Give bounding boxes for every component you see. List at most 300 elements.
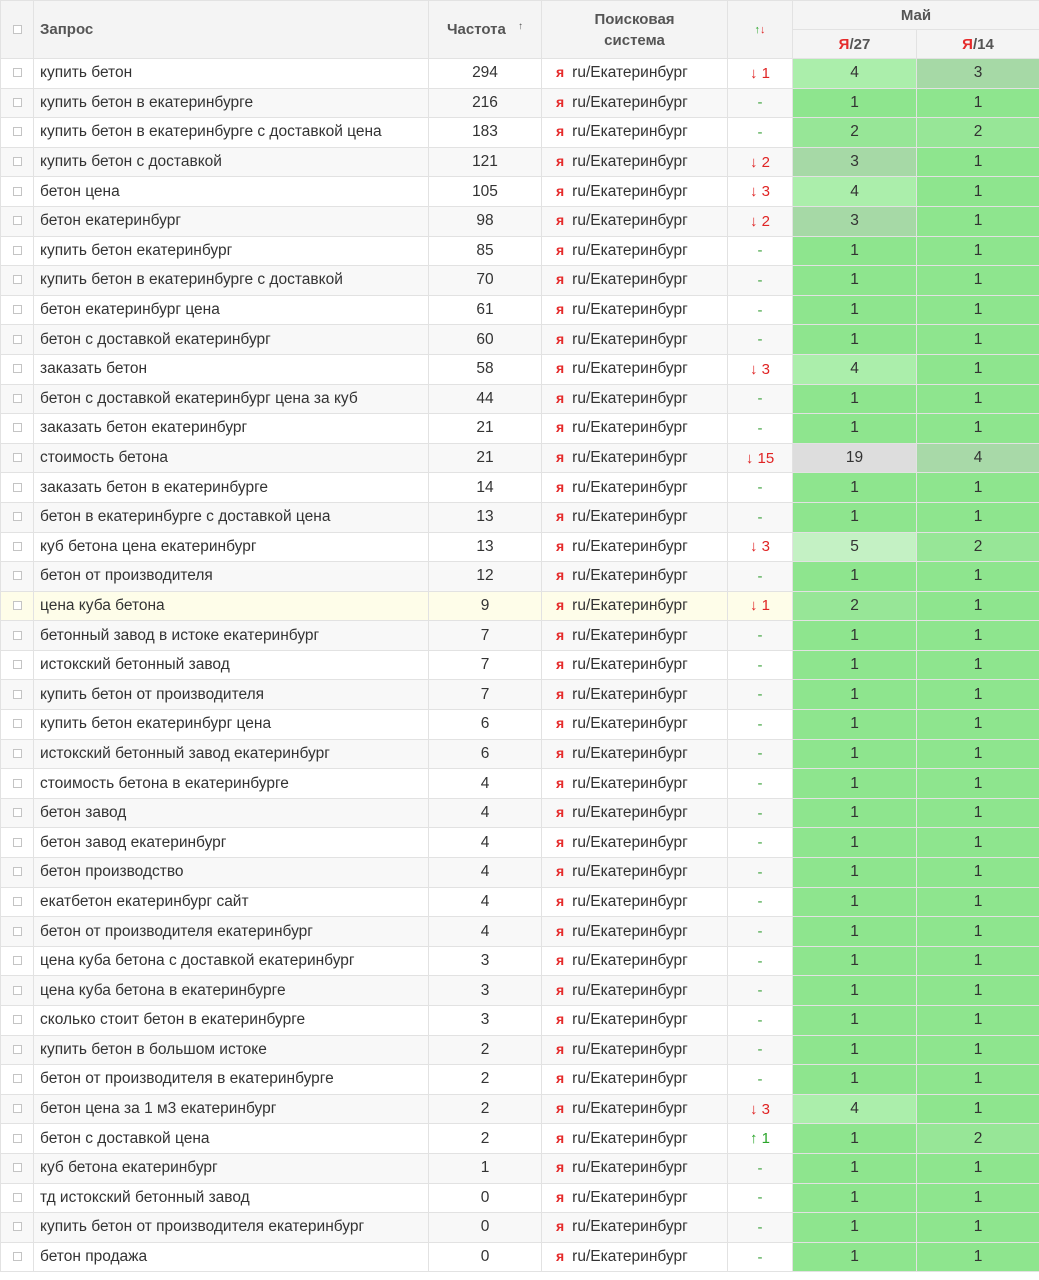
row-checkbox[interactable]: [13, 749, 22, 758]
query-cell[interactable]: куб бетона екатеринбург: [34, 1153, 429, 1183]
query-cell[interactable]: екатбетон екатеринбург сайт: [34, 887, 429, 917]
table-row[interactable]: [1, 443, 1039, 473]
frequency-cell: 9: [429, 591, 542, 621]
row-checkbox[interactable]: [13, 1252, 22, 1261]
engine-region: ru/Екатеринбург: [572, 567, 688, 585]
row-checkbox[interactable]: [13, 98, 22, 107]
position-cell-date-1[interactable]: 1: [793, 384, 917, 414]
change-cell: -: [728, 917, 793, 947]
engine-region: ru/Екатеринбург: [572, 1248, 688, 1266]
position-cell-date-1[interactable]: 2: [793, 118, 917, 148]
change-up-icon: ↑: [754, 23, 760, 36]
table-row[interactable]: [1, 562, 1039, 592]
row-checkbox-cell: [1, 591, 34, 621]
query-cell[interactable]: купить бетон в екатеринбурге: [34, 88, 429, 118]
table-row[interactable]: [1, 502, 1039, 532]
position-cell-date-1[interactable]: 1: [793, 621, 917, 651]
row-checkbox-cell: [1, 147, 34, 177]
position-cell-date-2[interactable]: 1: [917, 1213, 1039, 1243]
row-checkbox[interactable]: [13, 1193, 22, 1202]
query-cell[interactable]: цена куба бетона: [34, 591, 429, 621]
query-cell[interactable]: бетон завод: [34, 798, 429, 828]
engine-cell: [542, 591, 728, 621]
query-cell[interactable]: бетон продажа: [34, 1242, 429, 1272]
yandex-icon: я: [556, 1218, 565, 1235]
position-cell-date-2[interactable]: 1: [917, 473, 1039, 503]
select-all-checkbox[interactable]: [13, 25, 22, 34]
row-checkbox-cell: [1, 177, 34, 207]
engine-cell: [542, 59, 728, 89]
engine-region: ru/Екатеринбург: [572, 478, 688, 496]
position-cell-date-1[interactable]: 1: [793, 976, 917, 1006]
change-cell: ↓ 3: [728, 1094, 793, 1124]
column-header-change[interactable]: [728, 1, 793, 59]
table-row[interactable]: [1, 266, 1039, 296]
row-checkbox[interactable]: [13, 1134, 22, 1143]
query-cell[interactable]: тд истокский бетонный завод: [34, 1183, 429, 1213]
position-cell-date-1[interactable]: 1: [793, 917, 917, 947]
column-header-date-2[interactable]: [917, 30, 1039, 59]
row-checkbox[interactable]: [13, 246, 22, 255]
yandex-icon: я: [556, 330, 565, 347]
position-cell-date-1[interactable]: 1: [793, 946, 917, 976]
position-cell-date-2[interactable]: 1: [917, 562, 1039, 592]
position-cell-date-1[interactable]: 1: [793, 502, 917, 532]
query-cell[interactable]: бетон с доставкой екатеринбург: [34, 325, 429, 355]
yandex-icon: я: [556, 833, 565, 850]
row-checkbox-cell: [1, 266, 34, 296]
frequency-cell: 12: [429, 562, 542, 592]
frequency-cell: 21: [429, 443, 542, 473]
query-cell[interactable]: бетон производство: [34, 858, 429, 888]
table-row[interactable]: [1, 798, 1039, 828]
query-cell[interactable]: бетон от производителя: [34, 562, 429, 592]
engine-cell: [542, 562, 728, 592]
change-cell: -: [728, 473, 793, 503]
query-cell[interactable]: бетон екатеринбург: [34, 206, 429, 236]
position-cell-date-2[interactable]: 1: [917, 1065, 1039, 1095]
table-row[interactable]: [1, 118, 1039, 148]
yandex-icon: я: [556, 537, 565, 554]
position-cell-date-2[interactable]: 1: [917, 621, 1039, 651]
row-checkbox[interactable]: [13, 571, 22, 580]
change-cell: -: [728, 295, 793, 325]
table-row[interactable]: [1, 828, 1039, 858]
table-row[interactable]: [1, 591, 1039, 621]
column-header-date-1[interactable]: [793, 30, 917, 59]
row-checkbox[interactable]: [13, 1015, 22, 1024]
position-cell-date-1[interactable]: 1: [793, 325, 917, 355]
position-cell-date-1[interactable]: 3: [793, 206, 917, 236]
frequency-cell: 3: [429, 1006, 542, 1036]
row-checkbox[interactable]: [13, 305, 22, 314]
row-checkbox[interactable]: [13, 601, 22, 610]
position-cell-date-2[interactable]: 1: [917, 710, 1039, 740]
table-row[interactable]: [1, 59, 1039, 89]
row-checkbox[interactable]: [13, 986, 22, 995]
row-checkbox[interactable]: [13, 660, 22, 669]
position-cell-date-1[interactable]: 4: [793, 1094, 917, 1124]
row-checkbox[interactable]: [13, 216, 22, 225]
table-row[interactable]: [1, 621, 1039, 651]
engine-region: ru/Екатеринбург: [572, 241, 688, 259]
table-row[interactable]: [1, 1153, 1039, 1183]
row-checkbox[interactable]: [13, 779, 22, 788]
position-cell-date-1[interactable]: 19: [793, 443, 917, 473]
table-row[interactable]: [1, 354, 1039, 384]
table-row[interactable]: [1, 236, 1039, 266]
query-cell[interactable]: сколько стоит бетон в екатеринбурге: [34, 1006, 429, 1036]
position-cell-date-1[interactable]: 3: [793, 147, 917, 177]
table-row[interactable]: [1, 710, 1039, 740]
query-cell[interactable]: купить бетон с доставкой: [34, 147, 429, 177]
row-checkbox-cell: [1, 710, 34, 740]
row-checkbox-cell: [1, 1183, 34, 1213]
frequency-cell: 61: [429, 295, 542, 325]
position-cell-date-2[interactable]: 1: [917, 1183, 1039, 1213]
query-cell[interactable]: заказать бетон в екатеринбурге: [34, 473, 429, 503]
position-cell-date-1[interactable]: 4: [793, 354, 917, 384]
engine-cell: [542, 473, 728, 503]
table-row[interactable]: [1, 946, 1039, 976]
position-cell-date-1[interactable]: 1: [793, 1183, 917, 1213]
row-checkbox[interactable]: [13, 838, 22, 847]
engine-region: ru/Екатеринбург: [572, 1188, 688, 1206]
query-cell[interactable]: заказать бетон екатеринбург: [34, 414, 429, 444]
position-cell-date-2[interactable]: 1: [917, 206, 1039, 236]
position-cell-date-2[interactable]: 1: [917, 236, 1039, 266]
table-row[interactable]: [1, 147, 1039, 177]
frequency-cell: 4: [429, 769, 542, 799]
column-group-month-label: Май: [900, 6, 932, 24]
table-row[interactable]: [1, 88, 1039, 118]
row-checkbox[interactable]: [13, 453, 22, 462]
row-checkbox-cell: [1, 325, 34, 355]
query-cell[interactable]: куб бетона цена екатеринбург: [34, 532, 429, 562]
query-cell[interactable]: купить бетон екатеринбург цена: [34, 710, 429, 740]
table-row[interactable]: [1, 325, 1039, 355]
query-cell[interactable]: купить бетон в екатеринбурге с доставкой цена: [34, 118, 429, 148]
frequency-cell: 7: [429, 621, 542, 651]
position-cell-date-2[interactable]: 1: [917, 502, 1039, 532]
row-checkbox[interactable]: [13, 423, 22, 432]
yandex-icon: я: [556, 1011, 565, 1028]
table-row[interactable]: [1, 680, 1039, 710]
row-checkbox-cell: [1, 680, 34, 710]
change-cell: -: [728, 858, 793, 888]
position-cell-date-1[interactable]: 1: [793, 1153, 917, 1183]
row-checkbox[interactable]: [13, 1104, 22, 1113]
row-checkbox[interactable]: [13, 364, 22, 373]
engine-cell: [542, 414, 728, 444]
row-checkbox-cell: [1, 562, 34, 592]
row-checkbox[interactable]: [13, 867, 22, 876]
position-cell-date-2[interactable]: 1: [917, 650, 1039, 680]
query-cell[interactable]: купить бетон екатеринбург: [34, 236, 429, 266]
row-checkbox-cell: [1, 769, 34, 799]
position-cell-date-2[interactable]: 1: [917, 680, 1039, 710]
row-checkbox[interactable]: [13, 512, 22, 521]
table-row[interactable]: [1, 917, 1039, 947]
position-cell-date-2[interactable]: 1: [917, 177, 1039, 207]
row-checkbox[interactable]: [13, 68, 22, 77]
query-cell[interactable]: истокский бетонный завод екатеринбург: [34, 739, 429, 769]
engine-cell: [542, 532, 728, 562]
table-row[interactable]: [1, 1035, 1039, 1065]
position-cell-date-2[interactable]: 1: [917, 917, 1039, 947]
engine-region: ru/Екатеринбург: [572, 715, 688, 733]
position-cell-date-1[interactable]: 1: [793, 1124, 917, 1154]
position-cell-date-1[interactable]: 1: [793, 1035, 917, 1065]
query-cell[interactable]: стоимость бетона: [34, 443, 429, 473]
query-cell[interactable]: стоимость бетона в екатеринбурге: [34, 769, 429, 799]
row-checkbox[interactable]: [13, 690, 22, 699]
position-cell-date-2[interactable]: 1: [917, 739, 1039, 769]
position-cell-date-2[interactable]: 1: [917, 858, 1039, 888]
position-cell-date-1[interactable]: 1: [793, 473, 917, 503]
position-cell-date-1[interactable]: 1: [793, 562, 917, 592]
row-checkbox[interactable]: [13, 631, 22, 640]
row-checkbox-cell: [1, 1213, 34, 1243]
table-row[interactable]: [1, 414, 1039, 444]
position-cell-date-2[interactable]: 3: [917, 59, 1039, 89]
engine-region: ru/Екатеринбург: [572, 301, 688, 319]
table-row[interactable]: [1, 206, 1039, 236]
query-cell[interactable]: бетон цена: [34, 177, 429, 207]
engine-region: ru/Екатеринбург: [572, 360, 688, 378]
row-checkbox[interactable]: [13, 1163, 22, 1172]
position-cell-date-2[interactable]: 1: [917, 414, 1039, 444]
position-cell-date-2[interactable]: 1: [917, 1094, 1039, 1124]
table-row[interactable]: [1, 1065, 1039, 1095]
table-row[interactable]: [1, 177, 1039, 207]
query-cell[interactable]: цена куба бетона с доставкой екатеринбург: [34, 946, 429, 976]
change-cell: -: [728, 1213, 793, 1243]
row-checkbox[interactable]: [13, 335, 22, 344]
row-checkbox[interactable]: [13, 1074, 22, 1083]
column-header-engine[interactable]: [542, 1, 728, 59]
table-row[interactable]: [1, 650, 1039, 680]
query-cell[interactable]: цена куба бетона в екатеринбурге: [34, 976, 429, 1006]
position-cell-date-1[interactable]: 1: [793, 798, 917, 828]
query-cell[interactable]: бетон от производителя в екатеринбурге: [34, 1065, 429, 1095]
position-cell-date-1[interactable]: 5: [793, 532, 917, 562]
table-row[interactable]: [1, 295, 1039, 325]
position-cell-date-1[interactable]: 1: [793, 295, 917, 325]
frequency-cell: 4: [429, 887, 542, 917]
table-row[interactable]: [1, 1094, 1039, 1124]
engine-cell: [542, 710, 728, 740]
row-checkbox[interactable]: [13, 542, 22, 551]
frequency-cell: 121: [429, 147, 542, 177]
query-cell[interactable]: купить бетон от производителя екатеринбург: [34, 1213, 429, 1243]
engine-region: ru/Екатеринбург: [572, 1070, 688, 1088]
row-checkbox[interactable]: [13, 808, 22, 817]
engine-cell: [542, 1035, 728, 1065]
yandex-icon: я: [556, 952, 565, 969]
change-cell: -: [728, 650, 793, 680]
query-cell[interactable]: купить бетон: [34, 59, 429, 89]
position-cell-date-2[interactable]: 1: [917, 295, 1039, 325]
position-cell-date-2[interactable]: 1: [917, 1242, 1039, 1272]
row-checkbox-cell: [1, 650, 34, 680]
engine-region: ru/Екатеринбург: [572, 537, 688, 555]
position-cell-date-1[interactable]: 1: [793, 1065, 917, 1095]
position-cell-date-2[interactable]: 1: [917, 266, 1039, 296]
table-row[interactable]: [1, 858, 1039, 888]
yandex-icon: я: [556, 64, 565, 81]
table-row[interactable]: [1, 532, 1039, 562]
query-cell[interactable]: бетон екатеринбург цена: [34, 295, 429, 325]
position-cell-date-1[interactable]: 1: [793, 680, 917, 710]
column-header-query-label: Запрос: [40, 21, 94, 38]
frequency-cell: 70: [429, 266, 542, 296]
yandex-icon: я: [556, 123, 565, 140]
row-checkbox[interactable]: [13, 157, 22, 166]
row-checkbox[interactable]: [13, 956, 22, 965]
engine-region: ru/Екатеринбург: [572, 271, 688, 289]
position-cell-date-2[interactable]: 1: [917, 591, 1039, 621]
query-cell[interactable]: бетон от производителя екатеринбург: [34, 917, 429, 947]
row-checkbox-cell: [1, 354, 34, 384]
position-cell-date-1[interactable]: 1: [793, 887, 917, 917]
position-cell-date-1[interactable]: 1: [793, 858, 917, 888]
table-row[interactable]: [1, 1242, 1039, 1272]
position-cell-date-2[interactable]: 2: [917, 1124, 1039, 1154]
query-cell[interactable]: купить бетон в большом истоке: [34, 1035, 429, 1065]
table-row[interactable]: [1, 769, 1039, 799]
engine-region: ru/Екатеринбург: [572, 685, 688, 703]
query-cell[interactable]: купить бетон в екатеринбурге с доставкой: [34, 266, 429, 296]
row-checkbox[interactable]: [13, 1045, 22, 1054]
position-cell-date-2[interactable]: 4: [917, 443, 1039, 473]
change-cell: -: [728, 1035, 793, 1065]
yandex-icon: я: [556, 93, 565, 110]
row-checkbox[interactable]: [13, 927, 22, 936]
position-cell-date-2[interactable]: 1: [917, 354, 1039, 384]
position-cell-date-1[interactable]: 1: [793, 710, 917, 740]
engine-region: ru/Екатеринбург: [572, 892, 688, 910]
position-cell-date-1[interactable]: 1: [793, 414, 917, 444]
engine-region: ru/Екатеринбург: [572, 153, 688, 171]
position-cell-date-1[interactable]: 1: [793, 1006, 917, 1036]
row-checkbox-cell: [1, 621, 34, 651]
query-cell[interactable]: бетон в екатеринбурге с доставкой цена: [34, 502, 429, 532]
engine-cell: [542, 384, 728, 414]
table-row[interactable]: [1, 1006, 1039, 1036]
table-row[interactable]: [1, 887, 1039, 917]
table-row[interactable]: [1, 976, 1039, 1006]
table-row[interactable]: [1, 1124, 1039, 1154]
position-cell-date-2[interactable]: 1: [917, 887, 1039, 917]
query-cell[interactable]: заказать бетон: [34, 354, 429, 384]
row-checkbox-cell: [1, 1094, 34, 1124]
position-cell-date-2[interactable]: 1: [917, 769, 1039, 799]
frequency-cell: 85: [429, 236, 542, 266]
position-cell-date-2[interactable]: 1: [917, 1153, 1039, 1183]
column-header-query[interactable]: [34, 1, 429, 59]
position-cell-date-1[interactable]: 4: [793, 177, 917, 207]
position-cell-date-1[interactable]: 2: [793, 591, 917, 621]
table-row[interactable]: [1, 1183, 1039, 1213]
column-group-month: [793, 1, 1039, 30]
table-row[interactable]: [1, 739, 1039, 769]
position-cell-date-2[interactable]: 1: [917, 946, 1039, 976]
position-cell-date-1[interactable]: 4: [793, 59, 917, 89]
engine-cell: [542, 147, 728, 177]
yandex-icon: я: [556, 744, 565, 761]
position-cell-date-1[interactable]: 1: [793, 739, 917, 769]
row-checkbox[interactable]: [13, 394, 22, 403]
change-cell: ↓ 1: [728, 59, 793, 89]
query-cell[interactable]: бетон с доставкой екатеринбург цена за куб: [34, 384, 429, 414]
change-cell: ↓ 15: [728, 443, 793, 473]
query-cell[interactable]: бетонный завод в истоке екатеринбург: [34, 621, 429, 651]
position-cell-date-1[interactable]: 1: [793, 266, 917, 296]
position-cell-date-2[interactable]: 2: [917, 532, 1039, 562]
query-cell[interactable]: купить бетон от производителя: [34, 680, 429, 710]
position-cell-date-2[interactable]: 1: [917, 1006, 1039, 1036]
frequency-cell: 6: [429, 710, 542, 740]
row-checkbox[interactable]: [13, 483, 22, 492]
row-checkbox[interactable]: [13, 1222, 22, 1231]
table-row[interactable]: [1, 1213, 1039, 1243]
position-cell-date-1[interactable]: 1: [793, 88, 917, 118]
position-cell-date-2[interactable]: 1: [917, 976, 1039, 1006]
row-checkbox[interactable]: [13, 719, 22, 728]
position-cell-date-2[interactable]: 1: [917, 828, 1039, 858]
yandex-icon: я: [556, 1070, 565, 1087]
position-cell-date-2[interactable]: 1: [917, 798, 1039, 828]
engine-cell: [542, 858, 728, 888]
position-cell-date-2[interactable]: 1: [917, 1035, 1039, 1065]
frequency-cell: 7: [429, 680, 542, 710]
table-row[interactable]: [1, 384, 1039, 414]
query-cell[interactable]: истокский бетонный завод: [34, 650, 429, 680]
row-checkbox[interactable]: [13, 127, 22, 136]
position-cell-date-2[interactable]: 1: [917, 88, 1039, 118]
position-cell-date-1[interactable]: 1: [793, 769, 917, 799]
query-cell[interactable]: бетон завод екатеринбург: [34, 828, 429, 858]
row-checkbox-cell: [1, 1153, 34, 1183]
position-cell-date-2[interactable]: 1: [917, 384, 1039, 414]
frequency-cell: 44: [429, 384, 542, 414]
row-checkbox[interactable]: [13, 897, 22, 906]
yandex-icon: я: [556, 449, 565, 466]
frequency-cell: 60: [429, 325, 542, 355]
query-cell[interactable]: бетон цена за 1 м3 екатеринбург: [34, 1094, 429, 1124]
column-header-frequency[interactable]: [429, 1, 542, 59]
position-cell-date-1[interactable]: 1: [793, 650, 917, 680]
position-cell-date-1[interactable]: 1: [793, 1242, 917, 1272]
table-row[interactable]: [1, 473, 1039, 503]
position-cell-date-2[interactable]: 1: [917, 147, 1039, 177]
row-checkbox[interactable]: [13, 187, 22, 196]
engine-region: ru/Екатеринбург: [572, 1040, 688, 1058]
position-cell-date-2[interactable]: 2: [917, 118, 1039, 148]
position-cell-date-2[interactable]: 1: [917, 325, 1039, 355]
position-cell-date-1[interactable]: 1: [793, 1213, 917, 1243]
yandex-icon: я: [556, 596, 565, 613]
position-cell-date-1[interactable]: 1: [793, 236, 917, 266]
query-cell[interactable]: бетон с доставкой цена: [34, 1124, 429, 1154]
position-cell-date-1[interactable]: 1: [793, 828, 917, 858]
change-cell: ↓ 2: [728, 147, 793, 177]
engine-region: ru/Екатеринбург: [572, 1129, 688, 1147]
row-checkbox[interactable]: [13, 275, 22, 284]
engine-cell: [542, 976, 728, 1006]
yandex-icon: Я: [962, 35, 973, 53]
